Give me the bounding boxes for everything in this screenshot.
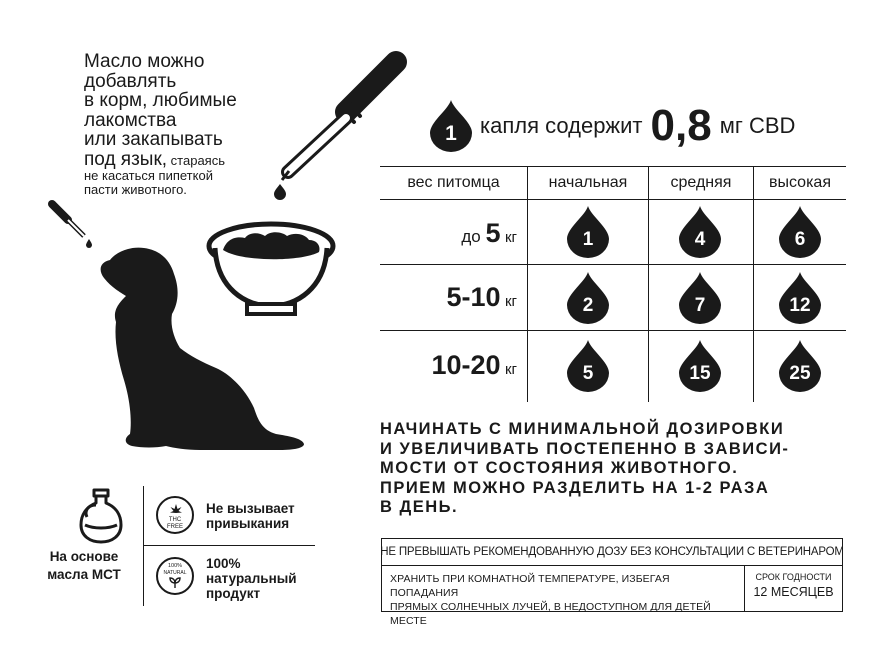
intro-line: лакомства (84, 109, 177, 131)
weight-unit: кг (504, 229, 517, 246)
dose-drop (679, 340, 721, 392)
intro-line-small: стараясь (167, 152, 225, 168)
table-rule (380, 264, 846, 265)
table-col-rule (648, 166, 649, 402)
intro-line: в корм, любимые (84, 90, 237, 111)
thc-free-line: привыкания (206, 516, 290, 531)
mct-feature (34, 548, 134, 584)
storage-line: ПРЯМЫХ СОЛНЕЧНЫХ ЛУЧЕЙ, В НЕДОСТУПНОМ ДЛЯ ДЕТЕЙ МЕСТЕ (390, 601, 711, 627)
dose-number: 6 (794, 229, 806, 250)
storage-line: ХРАНИТЬ ПРИ КОМНАТНОЙ ТЕМПЕРАТУРЕ, ИЗБЕГАЯ ПОПАДАНИЯ (390, 573, 670, 599)
advice-line: В ДЕНЬ. (380, 498, 459, 516)
warnings-box (380, 538, 844, 627)
weight-value: 10-20 (431, 350, 501, 380)
dose-drop (779, 340, 821, 392)
column-header-high: высокая (769, 174, 831, 191)
dose-number: 25 (789, 363, 811, 384)
natural-line: натуральный (206, 571, 297, 586)
weight-unit: кг (504, 361, 517, 378)
table-rule (380, 330, 846, 331)
table-col-rule (753, 166, 754, 402)
natural-badge-percent: 100% (167, 563, 183, 569)
intro-line: пасти животного. (84, 182, 187, 197)
dose-drop (779, 206, 821, 258)
advice-line: МОСТИ ОТ СОСТОЯНИЯ ЖИВОТНОГО. (380, 459, 739, 477)
intro-line: не касаться пипеткой (84, 168, 213, 183)
natural-line: продукт (206, 586, 261, 601)
dose-number: 12 (789, 295, 811, 316)
dose-header (430, 98, 795, 154)
header-text-before: капля содержит (480, 113, 643, 138)
weight-prefix: до (461, 227, 486, 246)
dose-warning: НЕ ПРЕВЫШАТЬ РЕКОМЕНДОВАННУЮ ДОЗУ БЕЗ КОНСУЛЬТАЦИИ С ВЕТЕРИНАРОМ (382, 539, 842, 566)
dose-drop (779, 272, 821, 324)
dosage-table (380, 166, 846, 402)
dose-drop (679, 272, 721, 324)
advice-line: И УВЕЛИЧИВАТЬ ПОСТЕПЕННО В ЗАВИСИ- (380, 439, 790, 458)
dosage-advice (380, 420, 850, 518)
thc-free-feature (206, 501, 295, 531)
thc-badge-line: FREE (166, 523, 183, 530)
features-divider-vertical (143, 486, 144, 606)
thc-free-icon (156, 496, 194, 534)
small-pipette-icon (46, 198, 96, 250)
intro-text (84, 52, 274, 197)
mct-line: На основе (49, 549, 119, 564)
dose-drop (679, 206, 721, 258)
sprout-icon (168, 577, 182, 589)
intro-line (84, 150, 274, 170)
dog-silhouette-icon (90, 240, 310, 455)
weight-unit: кг (504, 293, 517, 310)
weight-label (380, 218, 517, 249)
intro-line: Масло можно (84, 51, 205, 72)
table-rule (380, 199, 846, 200)
storage-instructions (390, 572, 730, 628)
header-drop-number: 1 (445, 122, 457, 145)
dose-number: 1 (582, 229, 594, 250)
natural-badge-word: NATURAL (163, 570, 187, 576)
weight-label (380, 350, 517, 381)
intro-line: или закапывать (84, 129, 223, 150)
weight-value: 5 (485, 218, 501, 248)
dose-drop (567, 206, 609, 258)
dose-number: 5 (582, 363, 594, 384)
shelf-life-value: 12 МЕСЯЦЕВ (753, 585, 834, 599)
natural-icon (156, 557, 194, 595)
header-drop (430, 100, 472, 152)
table-col-rule (527, 166, 528, 402)
thc-badge-text (158, 517, 192, 530)
shelf-life-label: СРОК ГОДНОСТИ (755, 572, 832, 582)
advice-line: НАЧИНАТЬ С МИНИМАЛЬНОЙ ДОЗИРОВКИ (380, 420, 785, 438)
features-divider-horizontal (143, 545, 315, 546)
column-header-weight: вес питомца (407, 174, 500, 191)
dose-number: 15 (689, 363, 711, 384)
advice-line: ПРИЕМ МОЖНО РАЗДЕЛИТЬ НА 1-2 РАЗА (380, 478, 770, 497)
table-rule (380, 166, 846, 167)
dose-number: 2 (582, 295, 594, 316)
natural-feature (206, 556, 297, 601)
leaf-icon (169, 503, 183, 517)
intro-line-big: под язык, (84, 148, 168, 170)
oil-bottle-icon (74, 487, 130, 545)
dose-drop (567, 272, 609, 324)
thc-free-line: Не вызывает (206, 501, 295, 516)
weight-label (380, 282, 517, 313)
dose-drop (567, 340, 609, 392)
column-header-medium: средняя (670, 174, 732, 191)
header-text-after: мг CBD (719, 113, 796, 138)
weight-value: 5-10 (446, 282, 501, 312)
thc-badge-line: THC (168, 517, 182, 523)
mct-line: масла МСТ (47, 567, 121, 582)
intro-line: добавлять (84, 70, 177, 92)
dose-number: 7 (694, 295, 706, 316)
dose-number: 4 (694, 229, 706, 250)
column-header-initial: начальная (548, 174, 628, 191)
header-amount: 0,8 (650, 101, 712, 150)
natural-line: 100% (206, 556, 241, 571)
